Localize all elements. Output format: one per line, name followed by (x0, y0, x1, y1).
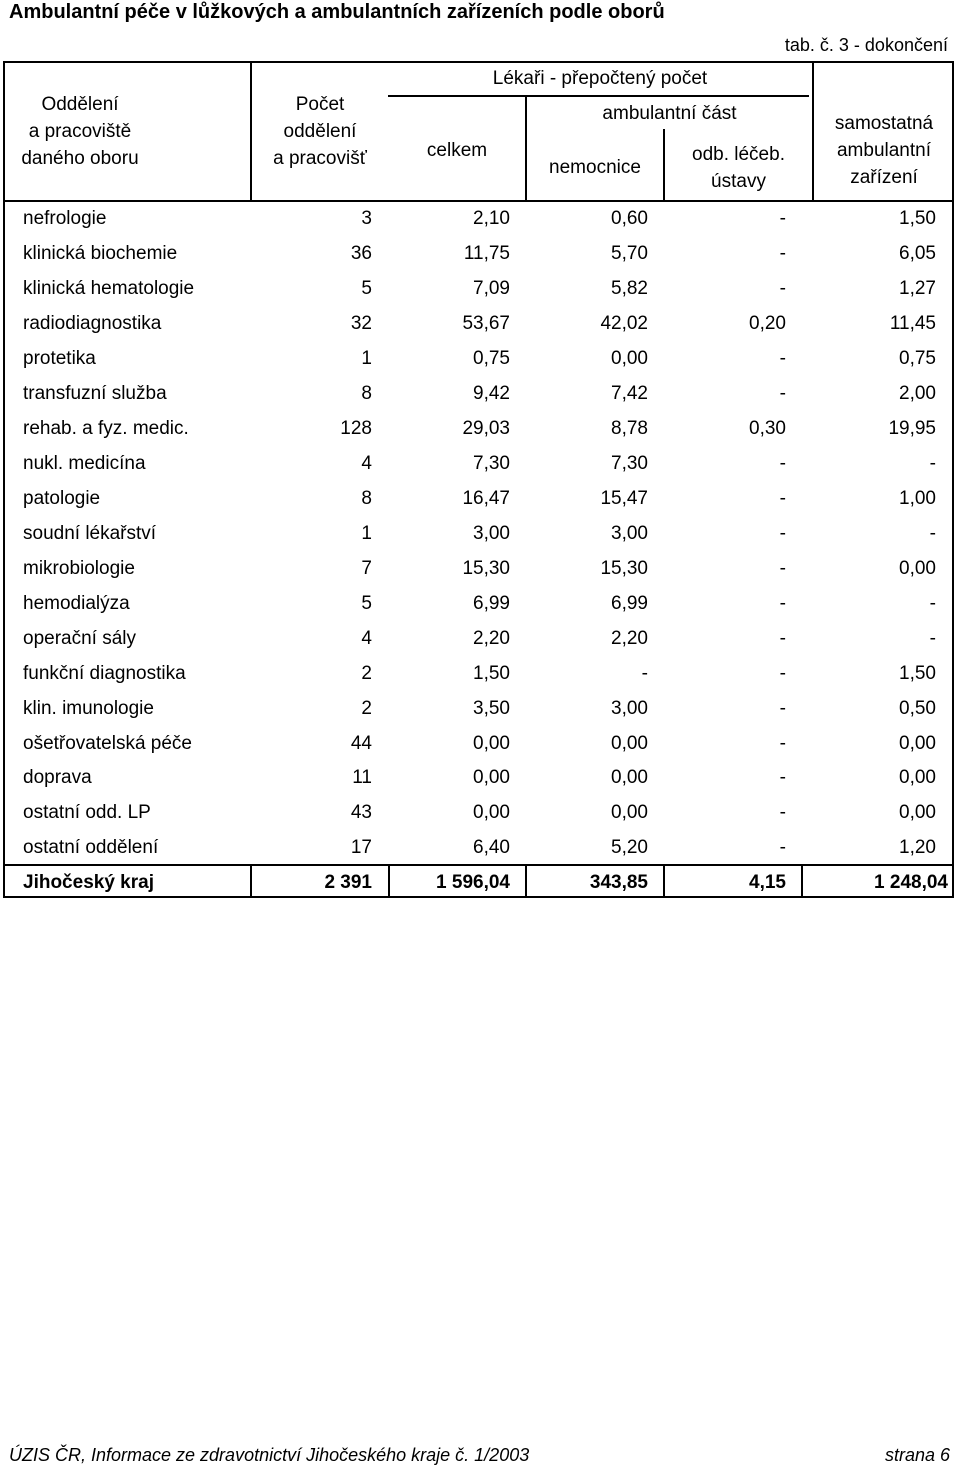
table-row (5, 586, 952, 621)
row-count: 36 (350, 243, 372, 265)
row-total: 0,00 (473, 732, 510, 754)
row-therapeutic: 0,20 (749, 313, 786, 335)
row-independent: 0,00 (899, 767, 936, 789)
row-count: 1 (361, 522, 372, 544)
doctors-group-rule (388, 95, 809, 97)
row-hospitals: 3,00 (611, 522, 648, 544)
row-independent: 6,05 (899, 243, 936, 265)
total-name: Jihočeský kraj (23, 872, 154, 894)
row-total: 0,00 (473, 802, 510, 824)
row-count: 5 (361, 278, 372, 300)
table-row (5, 202, 952, 237)
row-total: 7,09 (473, 278, 510, 300)
table-row (5, 307, 952, 342)
row-hospitals: 15,30 (600, 557, 648, 579)
row-count: 5 (361, 592, 372, 614)
row-name: rehab. a fyz. medic. (23, 418, 189, 440)
row-therapeutic: - (779, 487, 786, 509)
row-name: nukl. medicína (23, 453, 146, 475)
data-table (5, 202, 952, 901)
row-count: 7 (361, 557, 372, 579)
total-therapeutic: 4,15 (749, 872, 786, 894)
row-name: radiodiagnostika (23, 313, 162, 335)
row-count: 4 (361, 453, 372, 475)
table-row (5, 551, 952, 586)
row-total: 0,00 (473, 767, 510, 789)
header-independent: samostatná ambulantní zařízení (834, 113, 934, 188)
row-therapeutic: - (779, 453, 786, 475)
row-count: 17 (350, 837, 372, 859)
row-name: protetika (23, 348, 96, 370)
row-therapeutic: - (779, 278, 786, 300)
row-total: 16,47 (462, 487, 510, 509)
row-total: 3,50 (473, 697, 510, 719)
row-name: nefrologie (23, 208, 107, 230)
total-count: 2 391 (324, 872, 372, 894)
row-total: 15,30 (462, 557, 510, 579)
row-hospitals: 6,99 (611, 592, 648, 614)
row-independent: 0,00 (899, 557, 936, 579)
row-count: 8 (361, 383, 372, 405)
row-count: 2 (361, 697, 372, 719)
table-row (5, 412, 952, 447)
row-total: 3,00 (473, 522, 510, 544)
row-count: 44 (350, 732, 372, 754)
row-independent: - (929, 522, 936, 544)
row-independent: 11,45 (889, 313, 936, 335)
row-hospitals: 0,00 (611, 767, 648, 789)
table-row (5, 237, 952, 272)
footer-source: ÚZIS ČR, Informace ze zdravotnictví Jihočeského kraje č. 1/2003 (9, 1445, 530, 1465)
row-name: operační sály (23, 627, 137, 649)
table-row (5, 377, 952, 412)
row-name: ošetřovatelská péče (23, 732, 192, 754)
row-name: klin. imunologie (23, 697, 154, 719)
row-independent: - (929, 627, 936, 649)
row-hospitals: - (641, 662, 648, 684)
data-table-frame (3, 61, 954, 898)
row-therapeutic: - (779, 208, 786, 230)
row-name: transfuzní služba (23, 383, 167, 405)
row-total: 53,67 (462, 313, 510, 335)
total-hospitals: 343,85 (589, 872, 648, 894)
row-independent: - (929, 592, 936, 614)
table-row (5, 831, 952, 866)
table-row (5, 482, 952, 517)
row-name: patologie (23, 487, 101, 509)
row-total: 9,42 (473, 383, 510, 405)
total-independent: 1 248,04 (874, 872, 948, 894)
row-total: 29,03 (462, 418, 510, 440)
row-independent: 0,50 (899, 697, 936, 719)
footer-page-number: strana 6 (884, 1445, 950, 1465)
row-therapeutic: - (779, 383, 786, 405)
header-ambulant-part: ambulantní část (602, 103, 737, 124)
row-count: 1 (361, 348, 372, 370)
row-total: 6,40 (473, 837, 510, 859)
row-therapeutic: - (779, 557, 786, 579)
row-hospitals: 7,30 (611, 453, 648, 475)
page-title: Ambulantní péče v lůžkových a ambulantních zařízeních podle oborů (9, 1, 665, 23)
row-count: 32 (350, 313, 372, 335)
row-independent: - (929, 453, 936, 475)
row-name: ostatní oddělení (23, 837, 159, 859)
row-total: 2,10 (473, 208, 510, 230)
total-total: 1 596,04 (436, 872, 510, 894)
total-row (5, 866, 952, 901)
row-count: 3 (361, 208, 372, 230)
row-independent: 1,50 (899, 208, 936, 230)
row-count: 2 (361, 662, 372, 684)
row-independent: 1,20 (899, 837, 936, 859)
row-count: 4 (361, 627, 372, 649)
row-hospitals: 0,60 (611, 208, 648, 230)
row-therapeutic: - (779, 348, 786, 370)
header-hospitals: nemocnice (549, 157, 641, 178)
row-name: ostatní odd. LP (23, 802, 151, 824)
row-total: 2,20 (473, 627, 510, 649)
row-name: soudní lékařství (23, 522, 157, 544)
row-therapeutic: - (779, 243, 786, 265)
row-hospitals: 5,70 (611, 243, 648, 265)
table-row (5, 272, 952, 307)
row-hospitals: 3,00 (611, 697, 648, 719)
table-row (5, 342, 952, 377)
row-hospitals: 5,20 (611, 837, 648, 859)
row-name: hemodialýza (23, 592, 130, 614)
row-total: 11,75 (463, 243, 510, 265)
table-row (5, 761, 952, 796)
header-therapeutic: odb. léčeb. ústavy (692, 144, 785, 192)
table-row (5, 516, 952, 551)
row-independent: 19,95 (888, 418, 936, 440)
row-count: 128 (340, 418, 372, 440)
row-hospitals: 0,00 (611, 348, 648, 370)
row-name: mikrobiologie (23, 557, 135, 579)
row-therapeutic: - (779, 767, 786, 789)
row-total: 1,50 (473, 662, 510, 684)
row-independent: 0,75 (899, 348, 936, 370)
table-row (5, 726, 952, 761)
row-therapeutic: - (779, 662, 786, 684)
table-row (5, 447, 952, 482)
row-name: doprava (23, 767, 92, 789)
table-row (5, 691, 952, 726)
row-total: 7,30 (473, 453, 510, 475)
row-name: funkční diagnostika (23, 662, 186, 684)
row-hospitals: 0,00 (611, 732, 648, 754)
row-therapeutic: - (779, 522, 786, 544)
row-name: klinická biochemie (23, 243, 178, 265)
row-hospitals: 7,42 (611, 383, 648, 405)
row-therapeutic: - (779, 837, 786, 859)
row-hospitals: 5,82 (611, 278, 648, 300)
row-therapeutic: - (779, 627, 786, 649)
table-number: tab. č. 3 - dokončení (784, 35, 948, 55)
row-hospitals: 42,02 (600, 313, 648, 335)
row-count: 43 (350, 802, 372, 824)
row-independent: 1,27 (899, 278, 936, 300)
row-therapeutic: - (779, 802, 786, 824)
row-hospitals: 8,78 (611, 418, 648, 440)
row-hospitals: 15,47 (600, 487, 648, 509)
row-name: klinická hematologie (23, 278, 195, 300)
row-count: 11 (352, 767, 372, 789)
row-independent: 2,00 (899, 383, 936, 405)
row-total: 0,75 (473, 348, 510, 370)
row-independent: 1,00 (899, 487, 936, 509)
row-therapeutic: - (779, 732, 786, 754)
row-independent: 0,00 (899, 802, 936, 824)
row-independent: 0,00 (899, 732, 936, 754)
table-row (5, 656, 952, 691)
row-total: 6,99 (473, 592, 510, 614)
header-doctors-group: Lékaři - přepočtený počet (492, 68, 708, 89)
row-hospitals: 2,20 (611, 627, 648, 649)
table-body (5, 202, 952, 901)
row-independent: 1,50 (899, 662, 936, 684)
header-department: Oddělení a pracoviště daného oboru (21, 94, 139, 169)
row-count: 8 (361, 487, 372, 509)
table-row (5, 621, 952, 656)
row-therapeutic: 0,30 (749, 418, 786, 440)
row-therapeutic: - (779, 592, 786, 614)
table-row (5, 796, 952, 831)
header-count: Počet oddělení a pracovišť (273, 94, 367, 169)
row-hospitals: 0,00 (611, 802, 648, 824)
header-total: celkem (426, 140, 488, 161)
row-therapeutic: - (779, 697, 786, 719)
